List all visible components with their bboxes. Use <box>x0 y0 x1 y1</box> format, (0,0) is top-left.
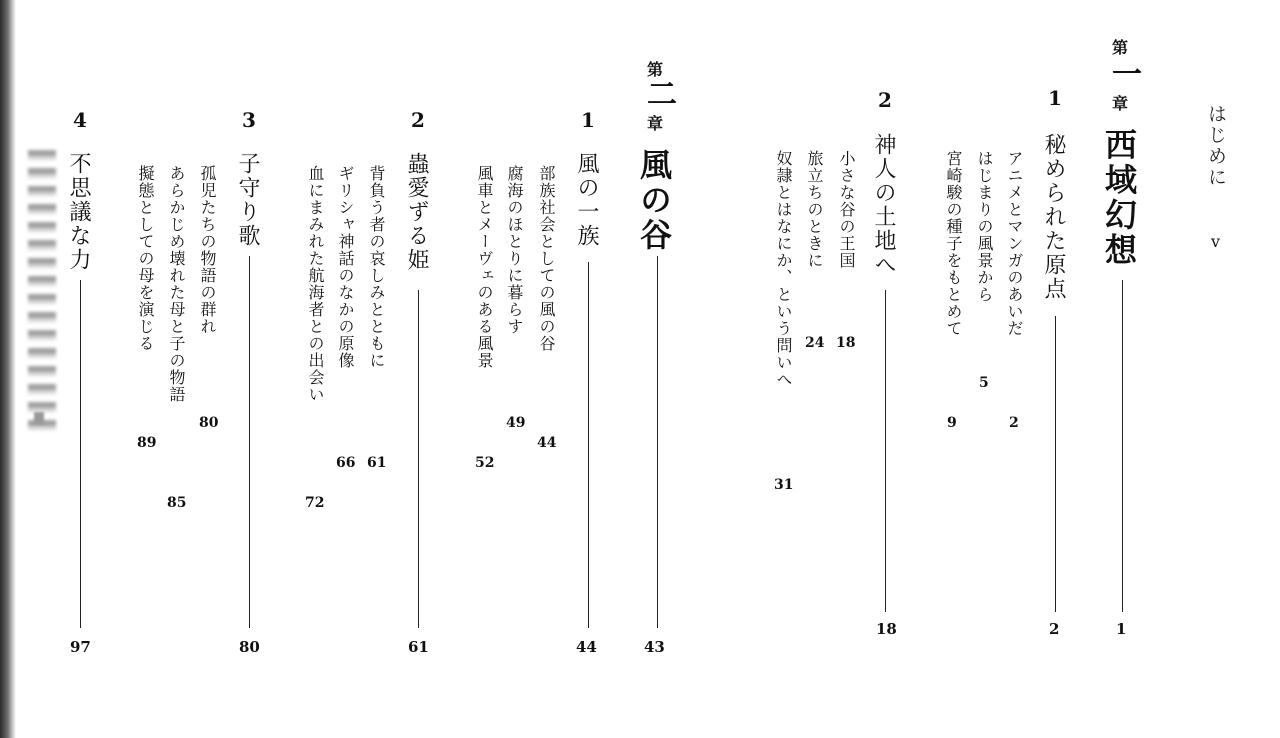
ch2-s2-sub1-text: 背負う者の哀しみとともに <box>367 165 386 369</box>
chapter1-label-bottom: 章 <box>1112 94 1129 113</box>
ch1-section1-page: 2 <box>1049 620 1060 638</box>
ch1-section2-leader-line <box>885 290 886 612</box>
chapter2-leader-line <box>657 256 658 628</box>
chapter1-title: 西域幻想 <box>1100 128 1138 268</box>
ch2-s3-sub2-page: 85 <box>167 495 187 511</box>
ch2-s1-sub1-text: 部族社会としての風の谷 <box>537 165 556 352</box>
chapter1-leader-line <box>1122 280 1123 612</box>
chapter2-title: 風の谷 <box>635 148 673 253</box>
ch2-s3-sub1-page: 80 <box>199 415 219 431</box>
ch2-section2-number: 2 <box>411 108 425 132</box>
ch2-section2-leader-line <box>418 290 419 628</box>
ch1-s2-sub3-text: 奴隷とはなにか、という問いへ <box>774 150 793 388</box>
ch1-s1-sub1-page: 2 <box>1009 415 1019 431</box>
ch1-section1-title: 秘められた原点 <box>1041 133 1066 301</box>
ch2-section3-page: 80 <box>239 638 260 656</box>
ch2-s2-sub1-page: 61 <box>367 455 387 471</box>
ch2-s3-sub2-text: あらかじめ壊れた母と子の物語 <box>167 165 186 403</box>
ch2-s1-sub2-page: 49 <box>506 415 526 431</box>
ch2-section3-number: 3 <box>242 108 256 132</box>
ch1-s2-sub1-page: 18 <box>836 335 856 351</box>
ch2-s3-sub3-page: 89 <box>137 435 157 451</box>
show-through-mark <box>34 412 44 424</box>
ch1-section2-title: 神人の土地へ <box>871 133 896 277</box>
ch1-section2-page: 18 <box>876 620 897 638</box>
ch1-s2-sub1-text: 小さな谷の王国 <box>837 150 856 269</box>
ch1-s1-sub2-page: 5 <box>979 375 989 391</box>
book-gutter-shadow <box>0 0 16 738</box>
ch2-s3-sub1-text: 孤児たちの物語の群れ <box>198 165 217 335</box>
ch1-s2-sub2-page: 24 <box>805 335 825 351</box>
ch1-section2-number: 2 <box>878 88 892 112</box>
ch1-s2-sub3-page: 31 <box>774 477 794 493</box>
chapter1-label-number: 一 <box>1106 58 1141 88</box>
ch1-section1-number: 1 <box>1048 86 1062 110</box>
ch1-s1-sub3-page: 9 <box>947 415 957 431</box>
ch2-section2-page: 61 <box>408 638 429 656</box>
ch2-section2-title: 蟲愛ずる姫 <box>404 152 429 272</box>
ch2-s2-sub3-page: 72 <box>305 495 325 511</box>
intro-title: はじめに <box>1205 104 1227 188</box>
ch2-s2-sub2-page: 66 <box>336 455 356 471</box>
ch2-section4-page: 97 <box>70 638 91 656</box>
ch2-section1-number: 1 <box>581 108 595 132</box>
ch2-section1-leader-line <box>588 262 589 628</box>
ch2-section1-page: 44 <box>576 638 597 656</box>
show-through-text <box>28 150 56 430</box>
ch1-s1-sub3-text: 宮崎駿の種子をもとめて <box>944 150 963 337</box>
chapter1-page: 1 <box>1116 620 1127 638</box>
ch2-s3-sub3-text: 擬態としての母を演じる <box>136 165 155 352</box>
ch1-s2-sub2-text: 旅立ちのときに <box>805 150 824 269</box>
ch2-section3-title: 子守り歌 <box>235 152 260 248</box>
ch2-section1-title: 風の一族 <box>574 152 599 248</box>
ch2-s1-sub2-text: 腐海のほとりに暮らす <box>505 165 524 335</box>
ch1-s1-sub2-text: はじまりの風景から <box>975 150 994 303</box>
chapter2-label-number: 二 <box>641 78 676 108</box>
chapter2-label-bottom: 章 <box>647 114 664 133</box>
ch2-s1-sub3-text: 風車とメーヴェのある風景 <box>475 165 494 369</box>
ch2-section4-title: 不思議な力 <box>66 152 91 272</box>
ch1-s1-sub1-text: アニメとマンガのあいだ <box>1005 150 1024 337</box>
ch2-section4-leader-line <box>80 280 81 628</box>
ch2-s2-sub2-text: ギリシャ神話のなかの原像 <box>336 165 355 369</box>
intro-page: v <box>1211 232 1221 251</box>
ch2-s1-sub1-page: 44 <box>537 435 557 451</box>
ch2-s2-sub3-text: 血にまみれた航海者との出会い <box>306 165 325 403</box>
ch2-section3-leader-line <box>249 256 250 628</box>
ch2-s1-sub3-page: 52 <box>475 455 495 471</box>
chapter2-page: 43 <box>644 638 665 656</box>
chapter1-label-top: 第 <box>1112 38 1129 57</box>
ch1-section1-leader-line <box>1055 316 1056 612</box>
ch2-section4-number: 4 <box>73 108 87 132</box>
chapter2-label-top: 第 <box>647 60 664 79</box>
